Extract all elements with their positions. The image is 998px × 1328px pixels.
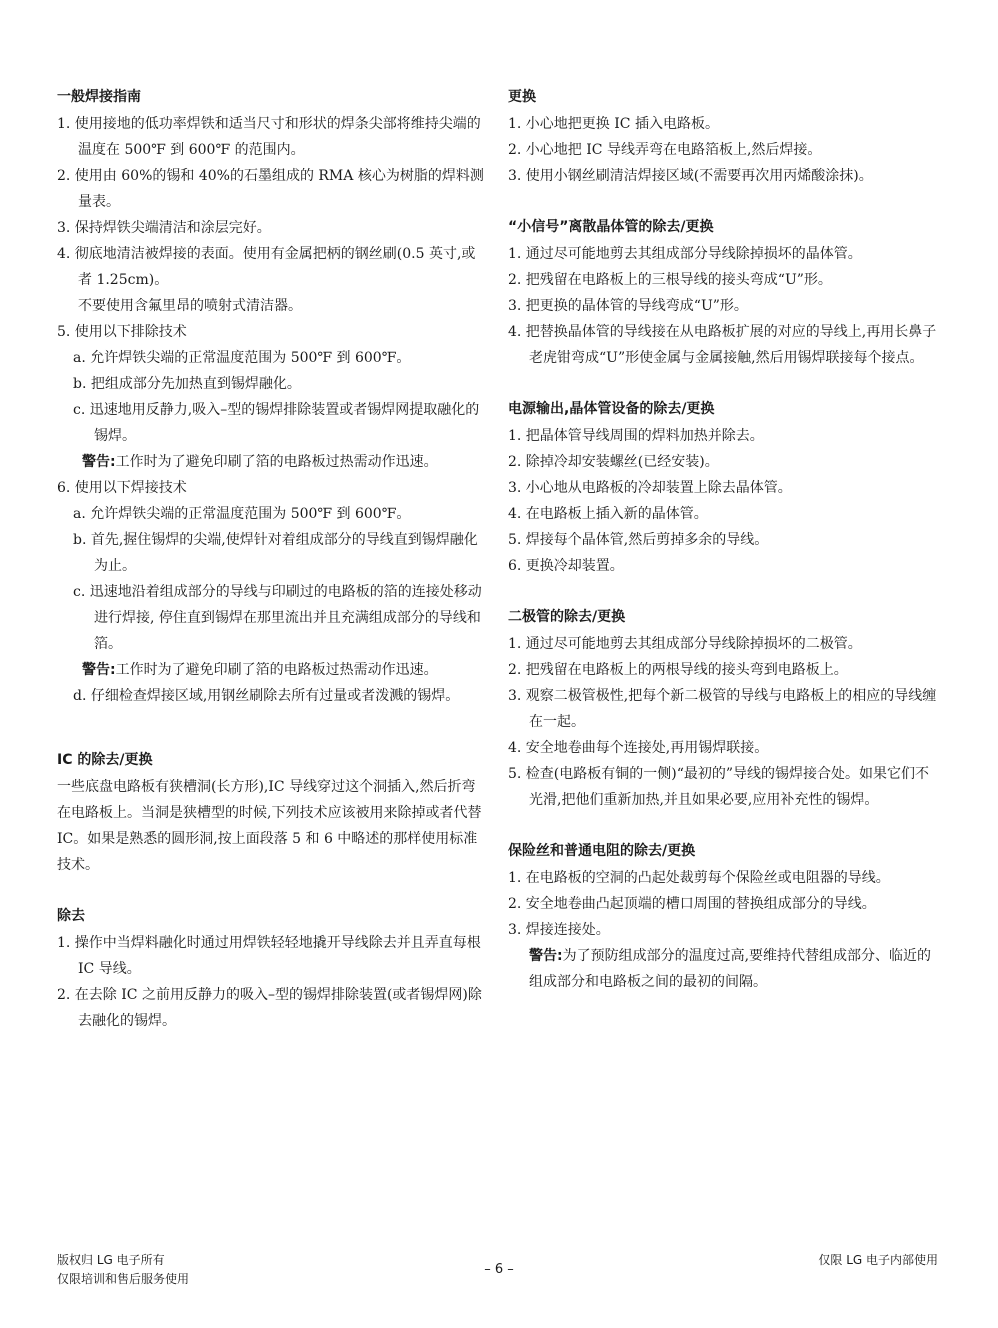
list-item: 3. 保持焊铁尖端清洁和涂层完好。 — [57, 220, 271, 236]
small-signal-section — [508, 214, 938, 371]
section-title: 保险丝和普通电阻的除去/更换 — [508, 843, 696, 859]
fuse-resistor-section — [508, 838, 938, 995]
section-title: 一般焊接指南 — [57, 89, 141, 105]
list-item: 3. 把更换的晶体管的导线弯成“U”形。 — [508, 298, 748, 314]
list-item: 3. 观察二极管极性,把每个新二极管的导线与电路板上的相应的导线缠在一起。 — [508, 688, 937, 730]
removal-section — [57, 903, 485, 1034]
sub-list-item: c. 迅速地沿着组成部分的导线与印刷过的电路板的箔的连接处移动进行焊接, 停住直到锡焊在那里流出并且充满组成部分的导线和箔。 — [73, 584, 482, 652]
general-soldering-section — [57, 84, 485, 709]
page-number: – 6 – — [484, 1262, 514, 1277]
warning-label: 警告: — [82, 662, 116, 678]
list-item: 1. 通过尽可能地剪去其组成部分导线除掉损坏的二极管。 — [508, 636, 862, 652]
replace-section — [508, 84, 938, 189]
warning-note — [57, 657, 485, 683]
ic-section — [57, 747, 485, 878]
footer-usage-line: 仅限培训和售后服务使用 — [57, 1272, 190, 1286]
warning-text: 为了预防组成部分的温度过高,要维持代替组成部分、临近的组成部分和电路板之间的最初的间隔。 — [529, 948, 932, 990]
list-item: 4. 把替换晶体管的导线接在从电路板扩展的对应的导线上,再用长鼻子老虎钳弯成“U”形使金属与金属接触,然后用锡焊联接每个接点。 — [508, 324, 937, 366]
footer-copyright-line: 版权归 LG 电子所有 — [57, 1253, 165, 1267]
list-item: 5. 焊接每个晶体管,然后剪掉多余的导线。 — [508, 532, 769, 548]
left-column — [57, 84, 485, 1059]
section-title: 更换 — [508, 89, 536, 105]
warning-text: 工作时为了避免印刷了箔的电路板过热需动作迅速。 — [115, 454, 438, 470]
sub-list-item: d. 仔细检查焊接区域,用钢丝刷除去所有过量或者泼溅的锡焊。 — [73, 688, 460, 704]
sub-list-item: c. 迅速地用反静力,吸入–型的锡焊排除装置或者锡焊网提取融化的锡焊。 — [73, 402, 480, 444]
sub-list-item: b. 把组成部分先加热直到锡焊融化。 — [73, 376, 301, 392]
list-item: 6. 更换冷却装置。 — [508, 558, 624, 574]
right-column — [508, 84, 938, 1020]
list-item: 6. 使用以下焊接技术 — [57, 480, 187, 496]
list-item: 1. 通过尽可能地剪去其组成部分导线除掉损坏的晶体管。 — [508, 246, 862, 262]
warning-note — [508, 943, 938, 995]
list-item: 2. 除掉冷却安装螺丝(已经安装)。 — [508, 454, 719, 470]
sub-list-item: b. 首先,握住锡焊的尖端,使焊针对着组成部分的导线直到锡焊融化为止。 — [73, 532, 478, 574]
section-title: IC 的除去/更换 — [57, 752, 153, 768]
list-item-note: 不要使用含氟里昂的喷射式清洁器。 — [78, 298, 302, 314]
sub-list-item: a. 允许焊铁尖端的正常温度范围为 500℉ 到 600℉。 — [73, 506, 411, 522]
list-item: 1. 小心地把更换 IC 插入电路板。 — [508, 116, 719, 132]
list-item: 4. 彻底地清洁被焊接的表面。使用有金属把柄的钢丝刷(0.5 英寸,或者 1.25cm)。 — [57, 246, 476, 288]
list-item: 4. 安全地卷曲每个连接处,再用锡焊联接。 — [508, 740, 769, 756]
list-item: 3. 小心地从电路板的冷却装置上除去晶体管。 — [508, 480, 792, 496]
diode-section — [508, 604, 938, 813]
warning-label: 警告: — [529, 948, 563, 964]
warning-note — [57, 449, 485, 475]
footer-internal-use: 仅限 LG 电子内部使用 — [818, 1253, 938, 1267]
list-item: 1. 在电路板的空洞的凸起处裁剪每个保险丝或电阻器的导线。 — [508, 870, 890, 886]
warning-label: 警告: — [82, 454, 116, 470]
list-item: 3. 焊接连接处。 — [508, 922, 610, 938]
section-title: “小信号”离散晶体管的除去/更换 — [508, 219, 714, 235]
list-item: 5. 使用以下排除技术 — [57, 324, 187, 340]
list-item: 3. 使用小钢丝刷清洁焊接区域(不需要再次用丙烯酸涂抹)。 — [508, 168, 873, 184]
list-item: 1. 把晶体管导线周围的焊料加热并除去。 — [508, 428, 764, 444]
section-title: 电源输出,晶体管设备的除去/更换 — [508, 401, 715, 417]
list-item: 2. 在去除 IC 之前用反静力的吸入–型的锡焊排除装置(或者锡焊网)除去融化的锡焊。 — [57, 987, 482, 1029]
list-item: 2. 使用由 60%的锡和 40%的石墨组成的 RMA 核心为树脂的焊料测量表。 — [57, 168, 484, 210]
list-item: 1. 操作中当焊料融化时通过用焊铁轻轻地撬开导线除去并且弄直每根 IC 导线。 — [57, 935, 481, 977]
list-item: 4. 在电路板上插入新的晶体管。 — [508, 506, 708, 522]
list-item: 2. 把残留在电路板上的三根导线的接头弯成“U”形。 — [508, 272, 832, 288]
list-item: 1. 使用接地的低功率焊铁和适当尺寸和形状的焊条尖部将维持尖端的温度在 500℉ 到 600℉ 的范围内。 — [57, 116, 481, 158]
warning-text: 工作时为了避免印刷了箔的电路板过热需动作迅速。 — [115, 662, 438, 678]
paragraph: 一些底盘电路板有狭槽洞(长方形),IC 导线穿过这个洞插入,然后折弯在电路板上。当洞是狭槽型的时候,下列技术应该被用来除掉或者代替 IC。如果是熟悉的圆形洞,按上面段落 5 和 6 中略述的那样使用标准技术。 — [57, 779, 482, 873]
section-title: 除去 — [57, 908, 85, 924]
sub-list-item: a. 允许焊铁尖端的正常温度范围为 500℉ 到 600℉。 — [73, 350, 411, 366]
list-item: 5. 检查(电路板有铜的一侧)“最初的”导线的锡焊接合处。如果它们不光滑,把他们重新加热,并且如果必要,应用补充性的锡焊。 — [508, 766, 930, 808]
power-output-section — [508, 396, 938, 579]
section-title: 二极管的除去/更换 — [508, 609, 626, 625]
list-item: 2. 安全地卷曲凸起顶端的槽口周围的替换组成部分的导线。 — [508, 896, 876, 912]
list-item: 2. 小心地把 IC 导线弄弯在电路箔板上,然后焊接。 — [508, 142, 822, 158]
list-item: 2. 把残留在电路板上的两根导线的接头弯到电路板上。 — [508, 662, 848, 678]
